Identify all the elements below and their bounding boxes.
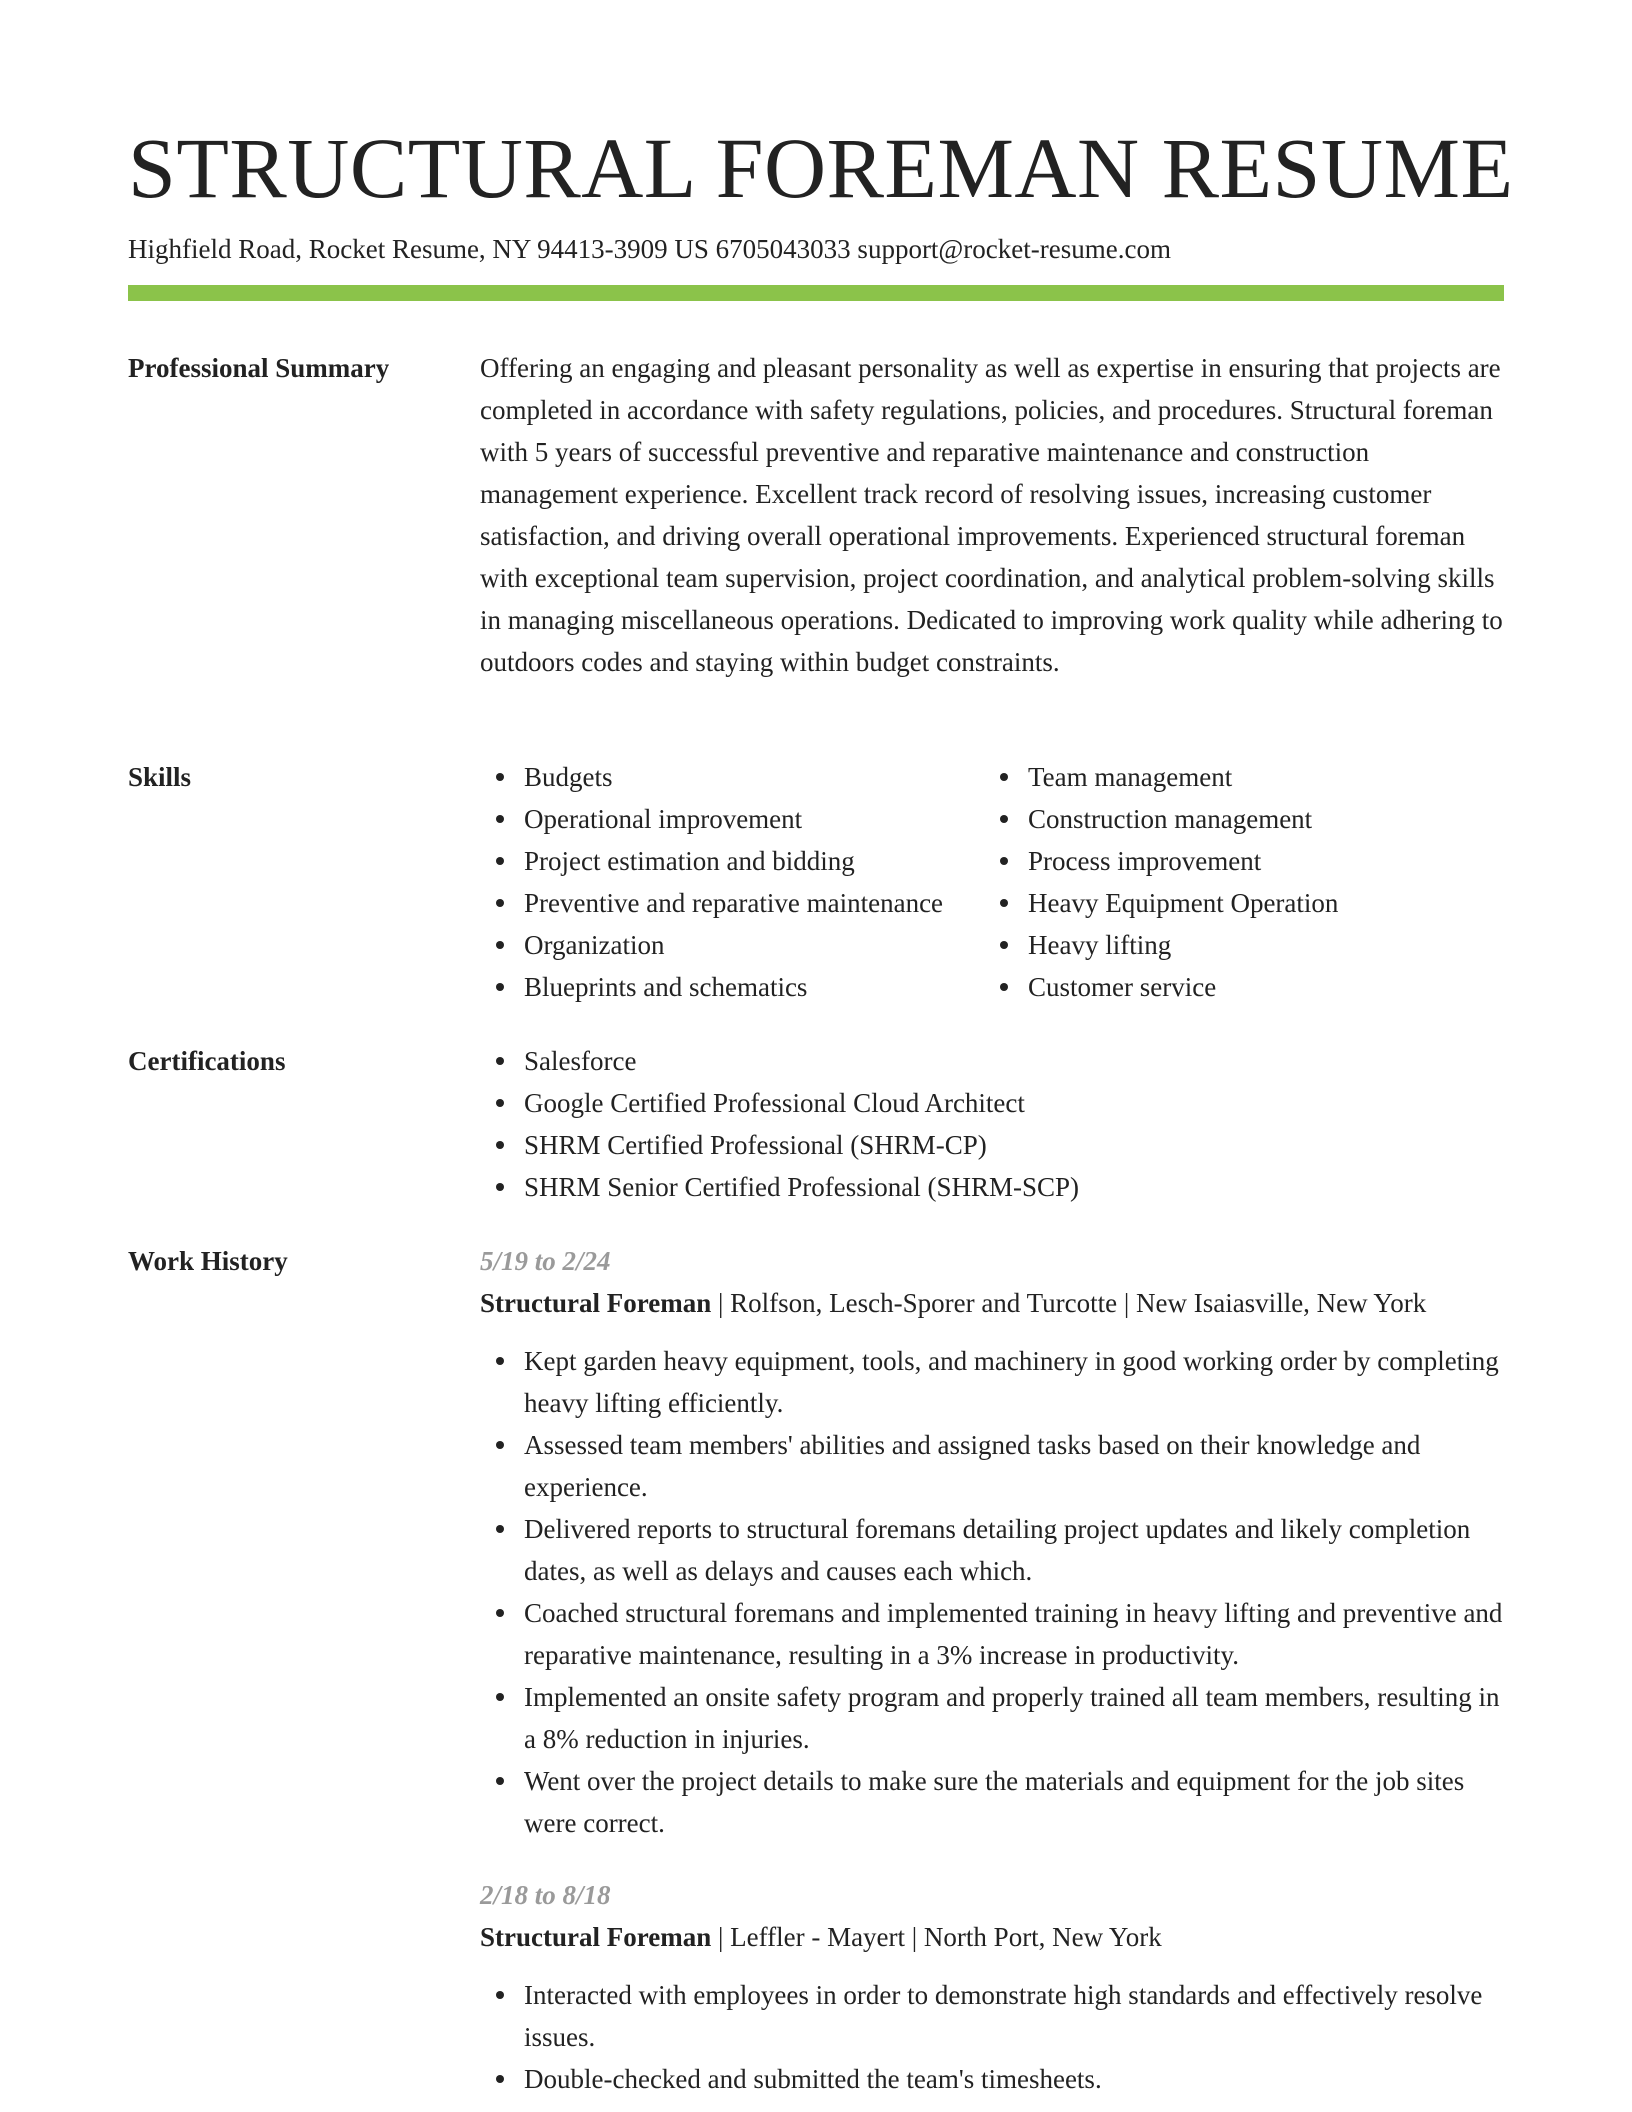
job-dates: 2/18 to 8/18 <box>480 1880 611 1910</box>
skill-item: Organization <box>524 924 984 966</box>
job-bullet: Interacted with employees in order to demonstrate high standards and effectively resolve issues. <box>524 1974 1504 2058</box>
certifications-list <box>480 1040 1504 1208</box>
job-title: Structural Foreman <box>480 1922 712 1952</box>
summary-label: Professional Summary <box>128 353 390 383</box>
skill-item: Heavy lifting <box>1028 924 1488 966</box>
certifications-label: Certifications <box>128 1046 286 1076</box>
certification-item: Google Certified Professional Cloud Architect <box>524 1082 1504 1124</box>
work-history-label: Work History <box>128 1246 288 1276</box>
skill-item: Budgets <box>524 756 984 798</box>
job-bullet: Kept garden heavy equipment, tools, and machinery in good working order by completing heavy lifting efficiently. <box>524 1340 1504 1424</box>
skill-item: Blueprints and schematics <box>524 966 984 1008</box>
skill-item: Heavy Equipment Operation <box>1028 882 1488 924</box>
job-bullet: Implemented an onsite safety program and properly trained all team members, resulting in a 8% reduction in injuries. <box>524 1676 1504 1760</box>
job-bullet: Assessed team members' abilities and assigned tasks based on their knowledge and experience. <box>524 1424 1504 1508</box>
summary-body <box>480 347 1504 683</box>
skill-item: Customer service <box>1028 966 1488 1008</box>
job-bullet: Double-checked and submitted the team's timesheets. <box>524 2058 1504 2100</box>
skills-column-2 <box>984 756 1488 1008</box>
skill-item: Project estimation and bidding <box>524 840 984 882</box>
contact-line: Highfield Road, Rocket Resume, NY 94413-3909 US 6705043033 support@rocket-resume.com <box>128 234 1171 264</box>
job-bullet: Went over the project details to make sure the materials and equipment for the job sites were correct. <box>524 1760 1504 1844</box>
summary-text: Offering an engaging and pleasant personality as well as expertise in ensuring that projects are completed in accordance with safety regulations, policies, and procedures. Structural foreman with 5 years of successful preventive and reparative maintenance and construction management experience. Excellent track record of resolving issues, increasing customer satisfaction, and driving overall operational improvements. Experienced structural foreman with exceptional team supervision, project coordination, and analytical problem-solving skills in managing miscellaneous operations. Dedicated to improving work quality while adhering to outdoors codes and staying within budget constraints. <box>480 353 1503 677</box>
job-details: | Rolfson, Lesch-Sporer and Turcotte | New Isaiasville, New York <box>711 1288 1427 1318</box>
job-details: | Leffler - Mayert | North Port, New York <box>711 1922 1162 1952</box>
skills-column-1 <box>480 756 984 1008</box>
job-entry <box>480 1240 1504 1844</box>
job-title: Structural Foreman <box>480 1288 712 1318</box>
job-dates: 5/19 to 2/24 <box>480 1246 611 1276</box>
certification-item: Salesforce <box>524 1040 1504 1082</box>
certification-item: SHRM Certified Professional (SHRM-CP) <box>524 1124 1504 1166</box>
certification-item: SHRM Senior Certified Professional (SHRM-SCP) <box>524 1166 1504 1208</box>
job-entry <box>480 1874 1504 2100</box>
skills-label: Skills <box>128 762 192 792</box>
job-bullets <box>480 1340 1504 1844</box>
work-history-body <box>480 1240 1504 2100</box>
skill-item: Operational improvement <box>524 798 984 840</box>
job-heading <box>480 1916 1504 1958</box>
job-bullet: Delivered reports to structural foremans detailing project updates and likely completion dates, as well as delays and causes each which. <box>524 1508 1504 1592</box>
job-bullet: Coached structural foremans and implemented training in heavy lifting and preventive and reparative maintenance, resulting in a 3% increase in productivity. <box>524 1592 1504 1676</box>
resume-title: STRUCTURAL FOREMAN RESUME <box>128 120 1514 216</box>
skill-item: Process improvement <box>1028 840 1488 882</box>
header-divider <box>128 285 1504 301</box>
skill-item: Construction management <box>1028 798 1488 840</box>
job-bullets <box>480 1974 1504 2100</box>
job-heading <box>480 1282 1504 1324</box>
certifications-body <box>480 1040 1504 1208</box>
skills-list <box>480 756 1504 1008</box>
skill-item: Preventive and reparative maintenance <box>524 882 984 924</box>
skill-item: Team management <box>1028 756 1488 798</box>
